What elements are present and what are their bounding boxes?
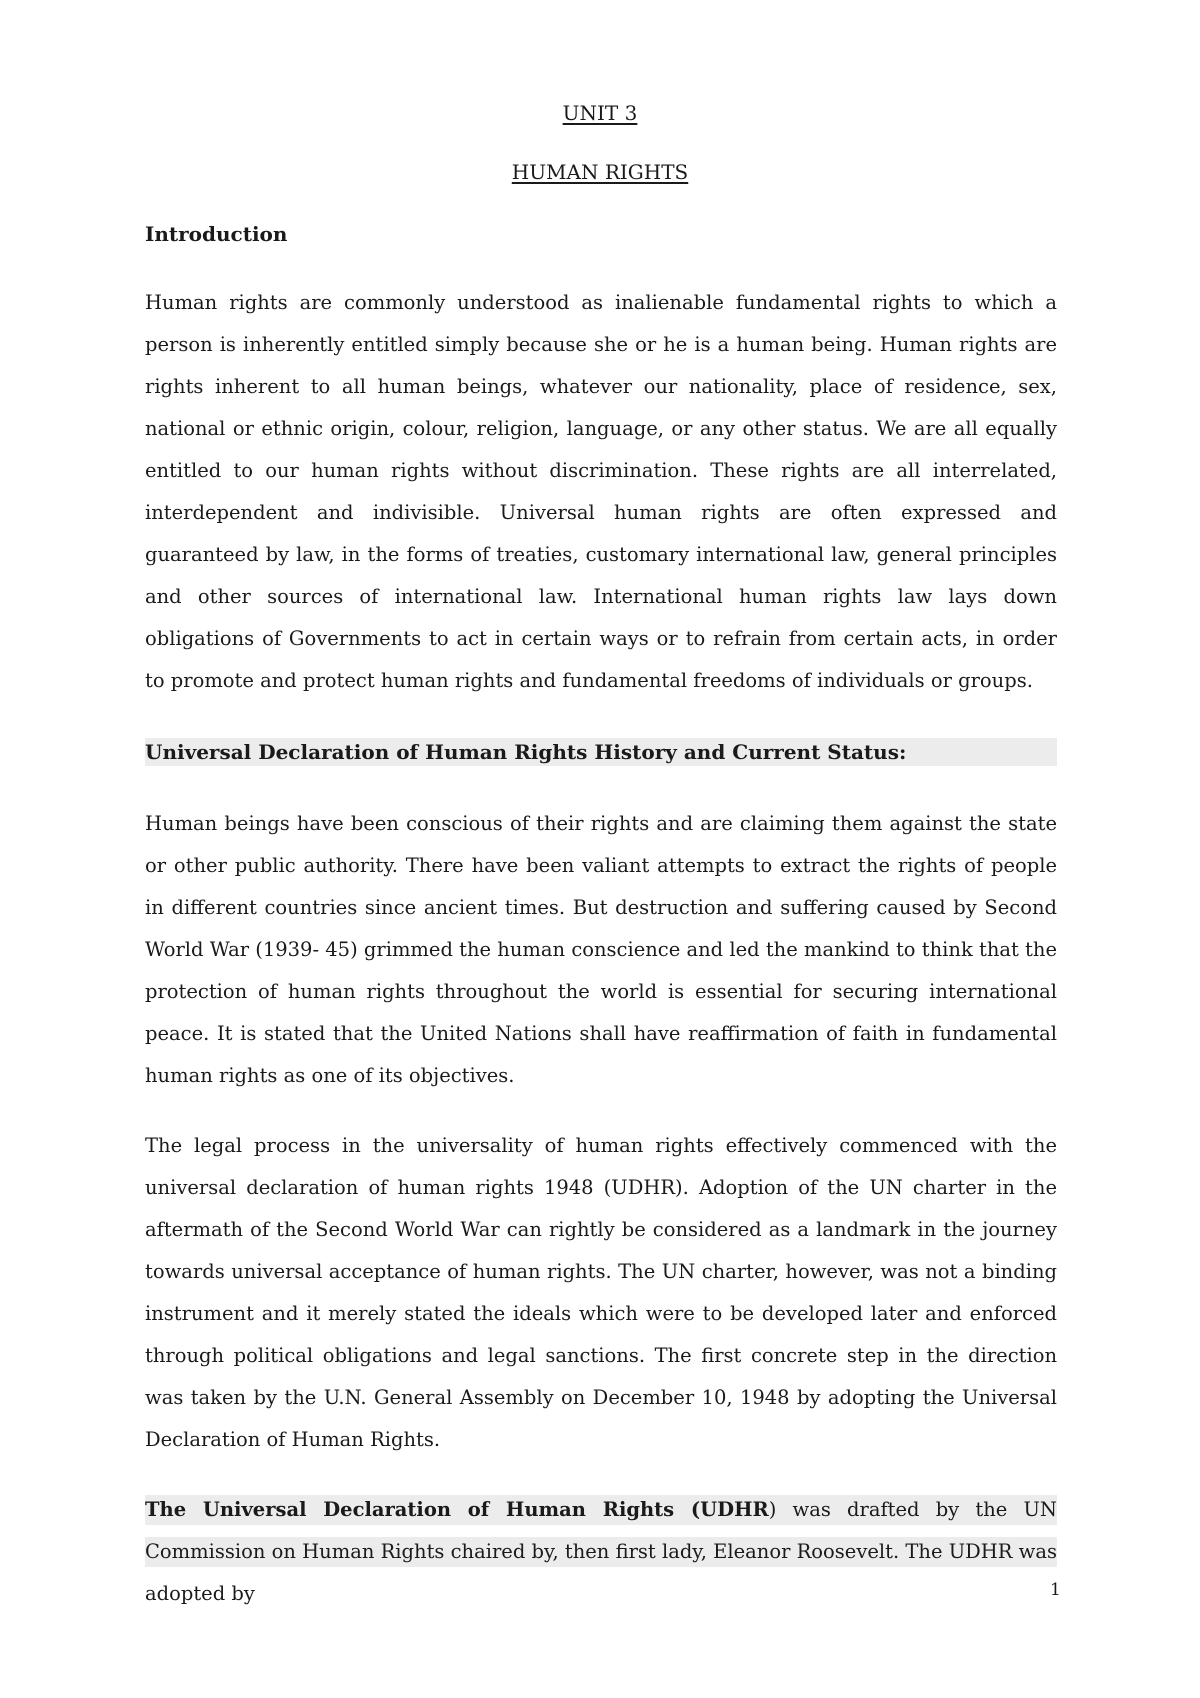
- introduction-heading: Introduction: [145, 222, 288, 246]
- document-title: HUMAN RIGHTS: [511, 160, 689, 184]
- udhr-drafting-paragraph: [145, 1489, 1057, 1615]
- introduction-paragraph: Human rights are commonly understood as inalienable fundamental rights to which a person is inherently entitled simply because she or he is a human being. Human rights are rights inherent to all human beings, whatever our nationality, place of residence, sex, national or ethnic origin, colour, religion, language, or any other status. We are all equally entitled to our human rights without discrimination. These rights are all interrelated, interdependent and indivisible. Universal human rights are often expressed and guaranteed by law, in the forms of treaties, customary international law, general principles and other sources of international law. International human rights law lays down obligations of Governments to act in certain ways or to refrain from certain acts, in order to promote and protect human rights and fundamental freedoms of individuals or groups.: [145, 291, 1057, 692]
- legal-process-paragraph: The legal process in the universality of human rights effectively commenced with the universal declaration of human rights 1948 (UDHR). Adoption of the UN charter in the aftermath of the Second World War can rightly be considered as a landmark in the journey towards universal acceptance of human rights. The UN charter, however, was not a binding instrument and it merely stated the ideals which were to be developed later and enforced through political obligations and legal sanctions. The first concrete step in the direction was taken by the U.N. General Assembly on December 10, 1948 by adopting the Universal Declaration of Human Rights.: [145, 1134, 1057, 1451]
- unit-title: UNIT 3: [562, 101, 638, 125]
- history-paragraph: Human beings have been conscious of their rights and are claiming them against the state or other public authority. There have been valiant attempts to extract the rights of people in different countries since ancient times. But destruction and suffering caused by Second World War (1939- 45) grimmed the human conscience and led the mankind to think that the protection of human rights throughout the world is essential for securing international peace. It is stated that the United Nations shall have reaffirmation of faith in fundamental human rights as one of its objectives.: [145, 812, 1057, 1087]
- udhr-history-heading: Universal Declaration of Human Rights History and Current Status:: [145, 738, 1057, 766]
- page-number: 1: [1050, 1580, 1061, 1600]
- udhr-bold-lead: The Universal Declaration of Human Rights (UDHR: [145, 1498, 769, 1521]
- udhr-rest-text: ) was drafted by the UN Commission on Human Rights chaired by, then first lady, Eleanor Roosevelt. The UDHR was adopted by: [145, 1498, 1057, 1605]
